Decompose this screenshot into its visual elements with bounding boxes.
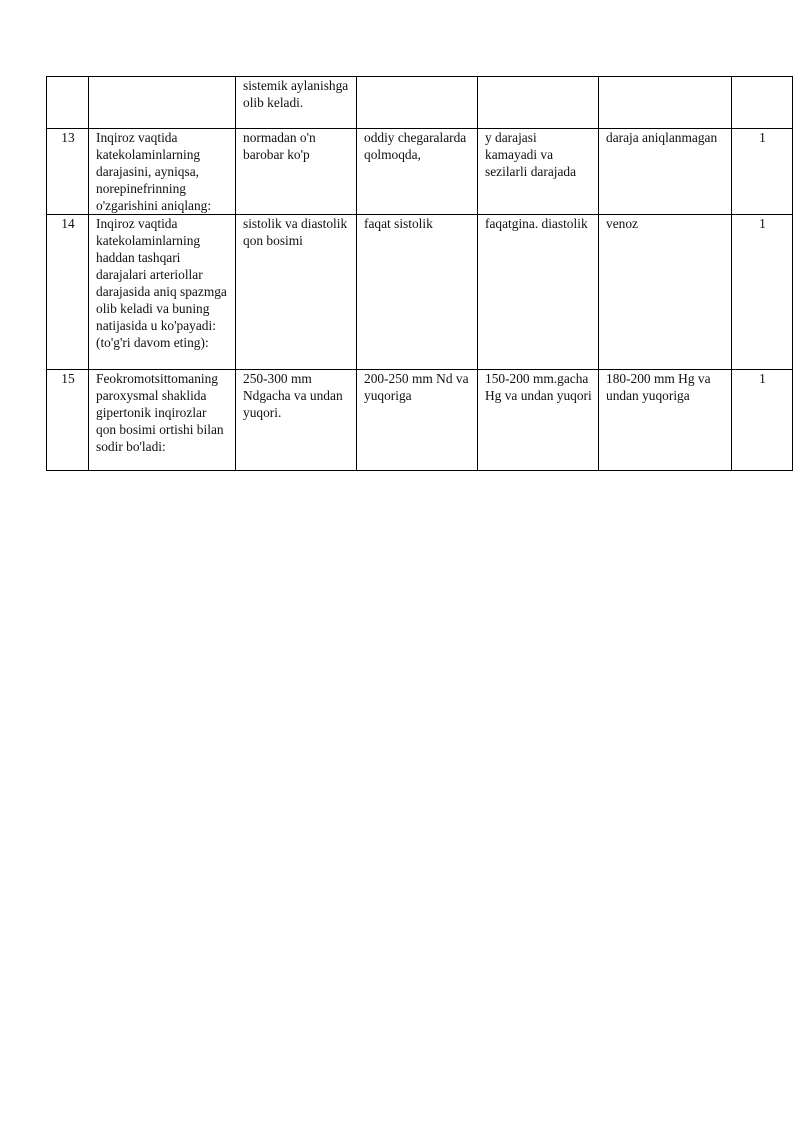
score: 1 <box>732 215 793 370</box>
option-b: faqat sistolik <box>357 215 478 370</box>
question-text <box>89 77 236 129</box>
question-number: 14 <box>47 215 89 370</box>
table-row <box>47 370 793 471</box>
option-c: y darajasi kamayadi va sezilarli darajada <box>478 129 599 215</box>
option-a: 250-300 mm Ndgacha va undan yuqori. <box>236 370 357 471</box>
option-a: normadan o'n barobar ko'p <box>236 129 357 215</box>
option-a: sistolik va diastolik qon bosimi <box>236 215 357 370</box>
option-d: venoz <box>599 215 732 370</box>
option-c: faqatgina. diastolik <box>478 215 599 370</box>
option-b: oddiy chegaralarda qolmoqda, <box>357 129 478 215</box>
option-a: sistemik aylanishga olib keladi. <box>236 77 357 129</box>
table-row <box>47 215 793 370</box>
table-row <box>47 77 793 129</box>
question-text: Inqiroz vaqtida katekolaminlarning darajasini, ayniqsa, norepinefrinning o'zgarishini aniqlang: <box>89 129 236 215</box>
question-text: Inqiroz vaqtida katekolaminlarning haddan tashqari darajalari arteriollar darajasida aniq spazmga olib keladi va buning natijasida u ko'payadi: (to'g'ri davom eting): <box>89 215 236 370</box>
question-number <box>47 77 89 129</box>
question-number: 13 <box>47 129 89 215</box>
option-d: 180-200 mm Hg va undan yuqoriga <box>599 370 732 471</box>
question-text: Feokromotsittomaning paroxysmal shaklida gipertonik inqirozlar qon bosimi ortishi bilan sodir bo'ladi: <box>89 370 236 471</box>
option-b <box>357 77 478 129</box>
option-b: 200-250 mm Nd va yuqoriga <box>357 370 478 471</box>
option-d <box>599 77 732 129</box>
table-row <box>47 129 793 215</box>
option-c <box>478 77 599 129</box>
score: 1 <box>732 129 793 215</box>
score: 1 <box>732 370 793 471</box>
score <box>732 77 793 129</box>
question-table <box>46 76 793 471</box>
option-c: 150-200 mm.gacha Hg va undan yuqori <box>478 370 599 471</box>
option-d: daraja aniqlanmagan <box>599 129 732 215</box>
question-number: 15 <box>47 370 89 471</box>
